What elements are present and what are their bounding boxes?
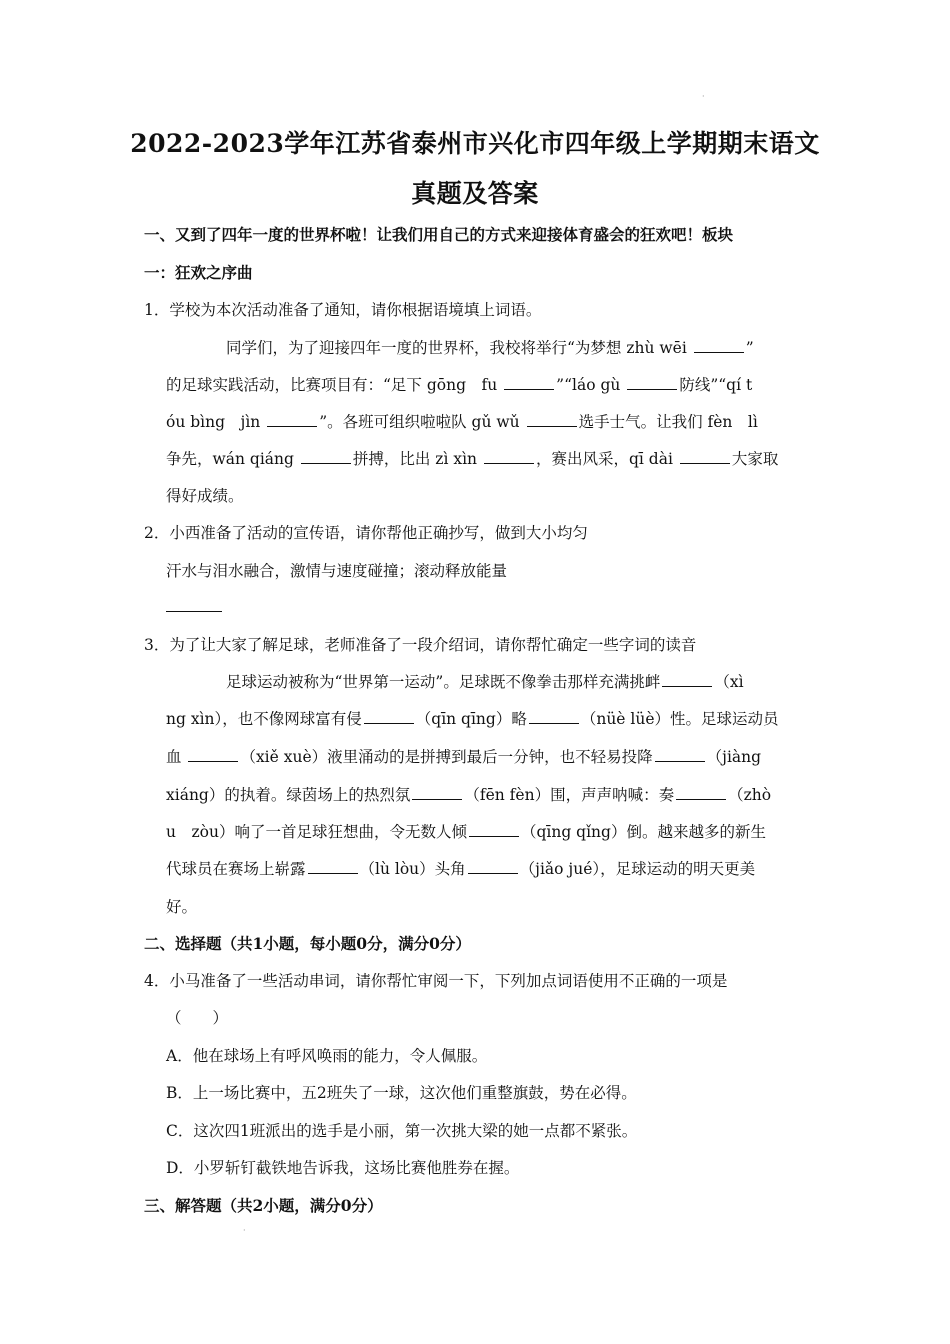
doc-title-line1: 2022-2023学年江苏省泰州市兴化市四年级上学期期末语文 bbox=[130, 129, 820, 158]
answer-blank[interactable] bbox=[267, 412, 317, 427]
q3-line5: u zòu）响了一首足球狂想曲，令无数人倾 （qīng qǐng）倒。越来越多的新生 bbox=[166, 823, 766, 841]
q4-answer-paren: （ ） bbox=[166, 1009, 229, 1027]
answer-blank[interactable] bbox=[504, 375, 554, 390]
q1-line3: óu bìng jìn ”。各班可组织啦啦队 gǔ wǔ 选手士气。让我们 fèn lì bbox=[166, 413, 758, 431]
answer-blank[interactable] bbox=[694, 338, 744, 353]
answer-blank[interactable] bbox=[662, 672, 712, 687]
answer-blank[interactable] bbox=[527, 412, 577, 427]
q1-line2: 的足球实践活动，比赛项目有：“足下 gōng fu ”“láo gù 防线”“qí t bbox=[166, 376, 753, 394]
q2-text: 汗水与泪水融合，激情与速度碰撞；滚动释放能量 bbox=[166, 562, 508, 580]
answer-blank[interactable] bbox=[301, 449, 351, 464]
doc-title-line2: 真题及答案 bbox=[411, 179, 539, 208]
answer-blank[interactable] bbox=[468, 859, 518, 874]
answer-blank[interactable] bbox=[364, 709, 414, 724]
answer-blank[interactable] bbox=[469, 822, 519, 837]
answer-blank[interactable] bbox=[166, 597, 222, 612]
answer-blank[interactable] bbox=[627, 375, 677, 390]
q4-stem: 4．小马准备了一些活动串词，请你帮忙审阅一下，下列加点词语使用不正确的一项是 bbox=[144, 972, 728, 990]
q2-answer-line bbox=[166, 596, 222, 618]
q3-line3: 血 （xiě xuè）液里涌动的是拼搏到最后一分钟，也不轻易投降 （jiàng bbox=[166, 748, 762, 766]
section1-heading-b: 一：狂欢之序曲 bbox=[144, 263, 253, 282]
q4-option-c: C．这次四1班派出的选手是小丽，第一次挑大梁的她一点都不紧张。 bbox=[166, 1122, 638, 1140]
section1-heading-a: 一、又到了四年一度的世界杯啦！让我们用自己的方式来迎接体育盛会的狂欢吧！板块 bbox=[144, 225, 734, 244]
answer-blank[interactable] bbox=[484, 449, 534, 464]
q1-line1: 同学们，为了迎接四年一度的世界杯，我校将举行“为梦想 zhù wēi ” bbox=[226, 339, 754, 357]
q3-line6: 代球员在赛场上崭露 （lù lòu）头角 （jiǎo jué），足球运动的明天更美 bbox=[166, 860, 756, 878]
answer-blank[interactable] bbox=[680, 449, 730, 464]
stray-mark: · bbox=[243, 1226, 246, 1235]
q2-stem: 2．小西准备了活动的宣传语，请你帮他正确抄写，做到大小均匀 bbox=[144, 524, 588, 542]
q1-line4: 争先，wán qiáng 拼搏，比出 zì xìn ，赛出风采，qī dài 大家取 bbox=[166, 450, 779, 468]
q3-stem: 3．为了让大家了解足球，老师准备了一段介绍词，请你帮忙确定一些字词的读音 bbox=[144, 636, 697, 654]
answer-blank[interactable] bbox=[412, 785, 462, 800]
q3-line4: xiáng）的执着。绿茵场上的热烈氛 （fēn fèn）围，声声呐喊：奏 （zhò bbox=[166, 786, 772, 804]
q3-line2: ng xìn），也不像网球富有侵 （qīn qīng）略 （nüè lüè）性。足球运动员 bbox=[166, 710, 779, 728]
q3-line1: 足球运动被称为“世界第一运动”。足球既不像拳击那样充满挑衅 （xì bbox=[226, 673, 744, 691]
answer-blank[interactable] bbox=[676, 785, 726, 800]
q3-line7: 好。 bbox=[166, 898, 198, 916]
q4-option-b: B．上一场比赛中，五2班失了一球，这次他们重整旗鼓，势在必得。 bbox=[166, 1084, 637, 1102]
q1-line5: 得好成绩。 bbox=[166, 487, 244, 505]
answer-blank[interactable] bbox=[655, 747, 705, 762]
answer-blank[interactable] bbox=[308, 859, 358, 874]
q1-stem: 1．学校为本次活动准备了通知，请你根据语境填上词语。 bbox=[144, 301, 542, 319]
q4-option-a: A．他在球场上有呼风唤雨的能力，令人佩服。 bbox=[166, 1047, 488, 1065]
answer-blank[interactable] bbox=[529, 709, 579, 724]
section3-heading: 三、解答题（共2小题，满分0分） bbox=[144, 1196, 383, 1215]
section2-heading: 二、选择题（共1小题，每小题0分，满分0分） bbox=[144, 934, 471, 953]
answer-blank[interactable] bbox=[188, 747, 238, 762]
stray-mark: · bbox=[702, 92, 705, 101]
q4-option-d: D．小罗斩钉截铁地告诉我，这场比赛他胜券在握。 bbox=[166, 1159, 520, 1177]
